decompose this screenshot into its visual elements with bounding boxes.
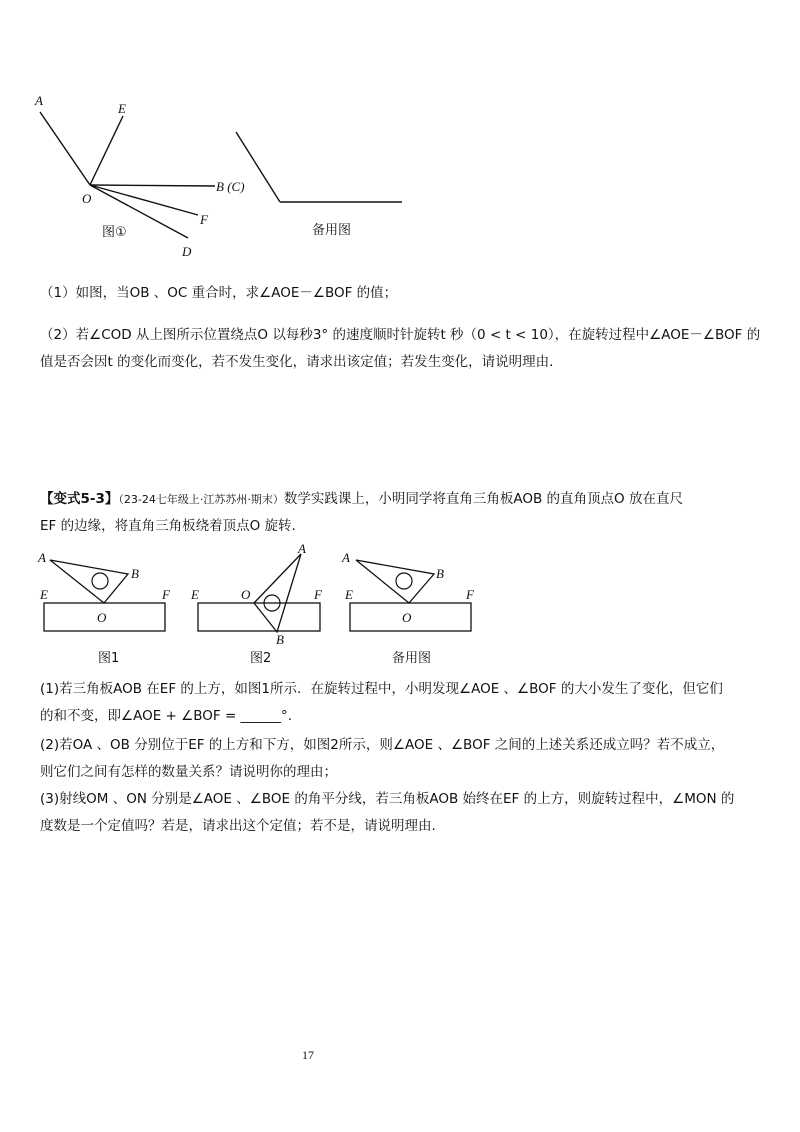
f3-label-A: A — [342, 550, 350, 565]
figure-1-diagram — [30, 88, 410, 263]
sub-2-line-2: 则它们之间有怎样的数量关系？请说明你的理由； — [40, 764, 337, 780]
caption-fig1: 图① — [102, 225, 127, 240]
label-E: E — [118, 101, 126, 116]
variant-text-1: 数学实践课上，小明同学将直角三角板AOB 的直角顶点O 放在直尺 — [283, 491, 683, 507]
f3-label-B: B — [436, 566, 444, 581]
variant-source: （23-24七年级上·江苏苏州·期末） — [118, 493, 284, 506]
variant-line-1 — [40, 486, 762, 513]
f1-label-A: A — [38, 550, 46, 565]
f1-label-E: E — [40, 587, 48, 602]
variant-tag: 【变式5-3】 — [40, 491, 119, 507]
f2-label-E: E — [191, 587, 199, 602]
f3-label-F: F — [466, 587, 474, 602]
caption-spare-1: 备用图 — [312, 223, 352, 238]
f2-label-F: F — [314, 587, 322, 602]
sub-3-line-1: (3)射线OM 、ON 分别是∠AOE 、∠BOE 的角平分线，若三角板AOB 始终在EF 的上方，则旋转过程中，∠MON 的 — [40, 791, 735, 807]
f1-label-F: F — [162, 587, 170, 602]
question-1: （1）如图，当OB 、OC 重合时，求∠AOE－∠BOF 的值； — [40, 285, 398, 301]
f3-label-E: E — [345, 587, 353, 602]
label-B-C: B (C) — [216, 179, 245, 194]
label-A: A — [35, 93, 43, 108]
label-F: F — [200, 212, 208, 227]
f2-label-O: O — [241, 587, 251, 602]
f1-label-B: B — [131, 566, 139, 581]
caption-fig2-3: 备用图 — [392, 651, 432, 666]
label-D: D — [182, 244, 192, 259]
label-O: O — [82, 191, 92, 206]
variant-line-2: EF 的边缘，将直角三角板绕着顶点O 旋转. — [40, 518, 296, 534]
f1-label-O: O — [97, 610, 107, 625]
question-2-line-1: （2）若∠COD 从上图所示位置绕点O 以每秒3° 的速度顺时针旋转t 秒（0 < t < 10），在旋转过程中∠AOE－∠BOF 的 — [40, 327, 761, 343]
page-number: 17 — [302, 1048, 314, 1062]
sub-1-line-1: (1)若三角板AOB 在EF 的上方，如图1所示．在旋转过程中，小明发现∠AOE 、∠BOF 的大小发生了变化，但它们 — [40, 681, 723, 697]
caption-fig2-2: 图2 — [250, 651, 272, 666]
caption-fig2-1: 图1 — [98, 651, 120, 666]
f2-label-B: B — [276, 632, 284, 647]
question-2-line-2: 值是否会因t 的变化而变化，若不发生变化，请求出该定值；若发生变化，请说明理由. — [40, 354, 554, 370]
sub-3-line-2: 度数是一个定值吗？若是，请求出这个定值；若不是，请说明理由. — [40, 818, 436, 834]
sub-2-line-1: (2)若OA 、OB 分别位于EF 的上方和下方，如图2所示，则∠AOE 、∠BOF 之间的上述关系还成立吗？若不成立， — [40, 737, 725, 753]
figure-2-diagrams — [36, 540, 486, 672]
sub-1-line-2: 的和不变，即∠AOE + ∠BOF = ______°. — [40, 708, 293, 724]
f2-label-A: A — [298, 541, 306, 556]
f3-label-O: O — [402, 610, 412, 625]
